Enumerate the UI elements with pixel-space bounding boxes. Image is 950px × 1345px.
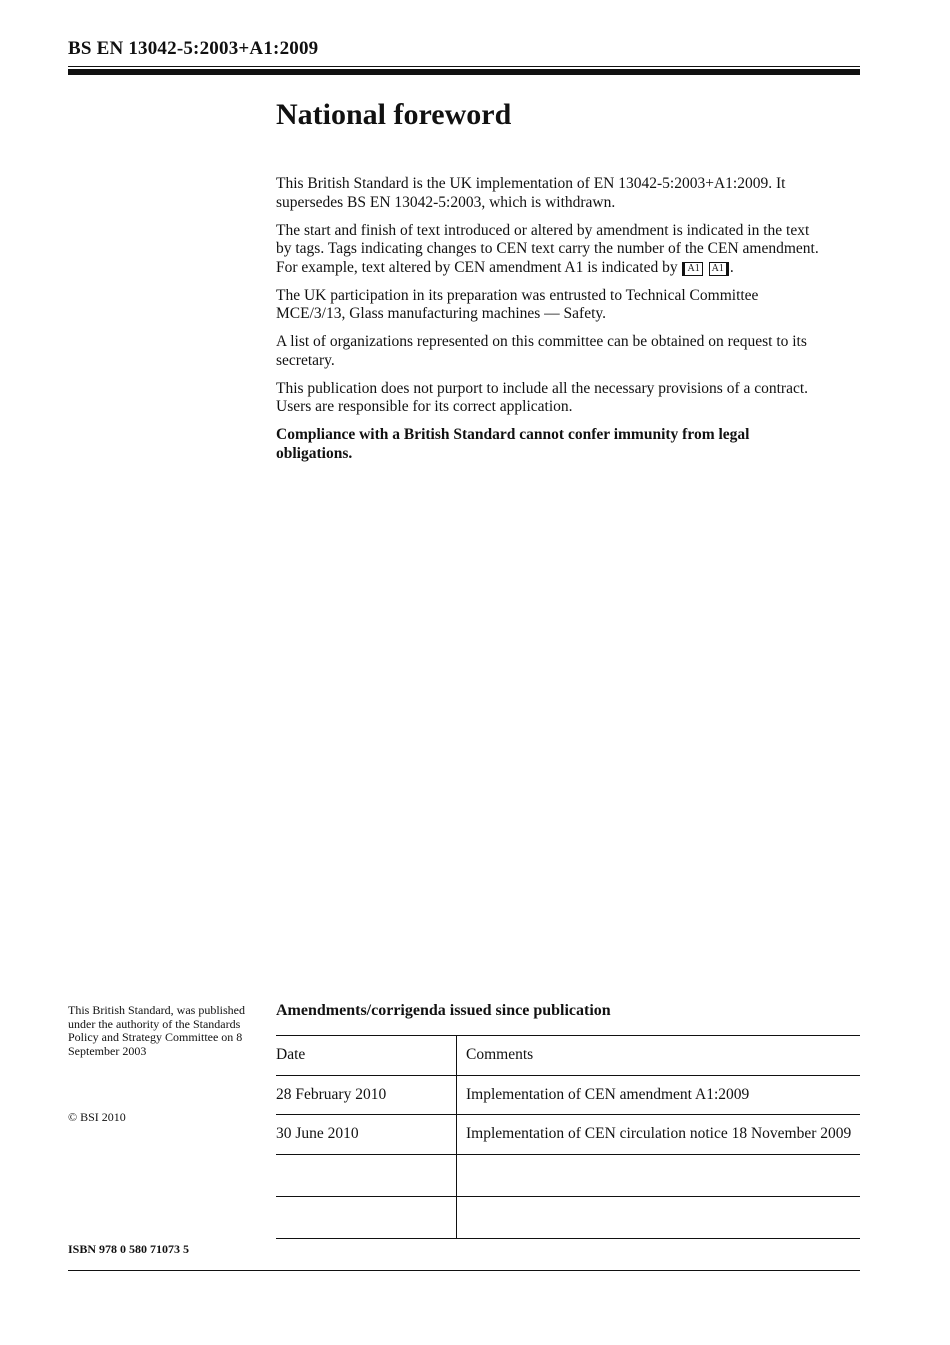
header-rule-thin <box>68 66 860 67</box>
amendment-comment: Implementation of CEN circulation notice 18 November 2009 <box>457 1115 861 1155</box>
empty-cell <box>276 1196 457 1238</box>
document-id: BS EN 13042-5:2003+A1:2009 <box>68 38 319 59</box>
amendment-tags-end: . <box>729 258 734 276</box>
header-comments: Comments <box>457 1036 861 1076</box>
header-date: Date <box>276 1036 457 1076</box>
table-row <box>276 1115 860 1155</box>
amendment-date: 30 June 2010 <box>276 1115 457 1155</box>
isbn: ISBN 978 0 580 71073 5 <box>68 1242 190 1256</box>
amendments-header-row <box>276 1036 860 1076</box>
paragraph-amendment-tags <box>276 222 824 278</box>
header-rule-thick <box>68 69 860 75</box>
paragraph-compliance: Compliance with a British Standard cannot confer immunity from legal obligations. <box>276 426 750 462</box>
amendments-table <box>276 1035 860 1239</box>
amendment-open-tag-icon: A1 <box>682 262 702 276</box>
page-title: National foreword <box>276 98 512 131</box>
amendment-comment: Implementation of CEN amendment A1:2009 <box>457 1075 861 1115</box>
table-row <box>276 1075 860 1115</box>
empty-cell <box>276 1154 457 1196</box>
empty-row <box>276 1154 860 1196</box>
amendment-close-tag-icon: A1 <box>709 262 729 276</box>
empty-row <box>276 1196 860 1238</box>
paragraph-contract: This publication does not purport to include all the necessary provisions of a contract. Users are responsible for its correct application. <box>276 379 809 415</box>
empty-cell <box>457 1154 861 1196</box>
paragraph-committee: The UK participation in its preparation was entrusted to Technical Committee MCE/3/13, Glass manufacturing machines — Safety. <box>276 286 759 322</box>
publication-note: This British Standard, was published under the authority of the Standards Policy and Strategy Committee on 8 September 2003 <box>68 1003 245 1058</box>
paragraph-organizations: A list of organizations represented on this committee can be obtained on request to its secretary. <box>276 333 807 369</box>
amendment-tags-text: The start and finish of text introduced or altered by amendment is indicated in the text by tags. Tags indicating changes to CEN text carry the number of the CEN amendment. For example, text altered by CEN amendment A1 is indicated by <box>276 221 819 276</box>
amendment-date: 28 February 2010 <box>276 1075 457 1115</box>
footer-rule <box>68 1270 860 1271</box>
foreword-body <box>276 175 824 473</box>
paragraph-implementation: This British Standard is the UK implementation of EN 13042-5:2003+A1:2009. It supersedes BS EN 13042-5:2003, which is withdrawn. <box>276 175 786 211</box>
empty-cell <box>457 1196 861 1238</box>
copyright: © BSI 2010 <box>68 1110 126 1124</box>
amendments-title: Amendments/corrigenda issued since publication <box>276 1002 611 1019</box>
